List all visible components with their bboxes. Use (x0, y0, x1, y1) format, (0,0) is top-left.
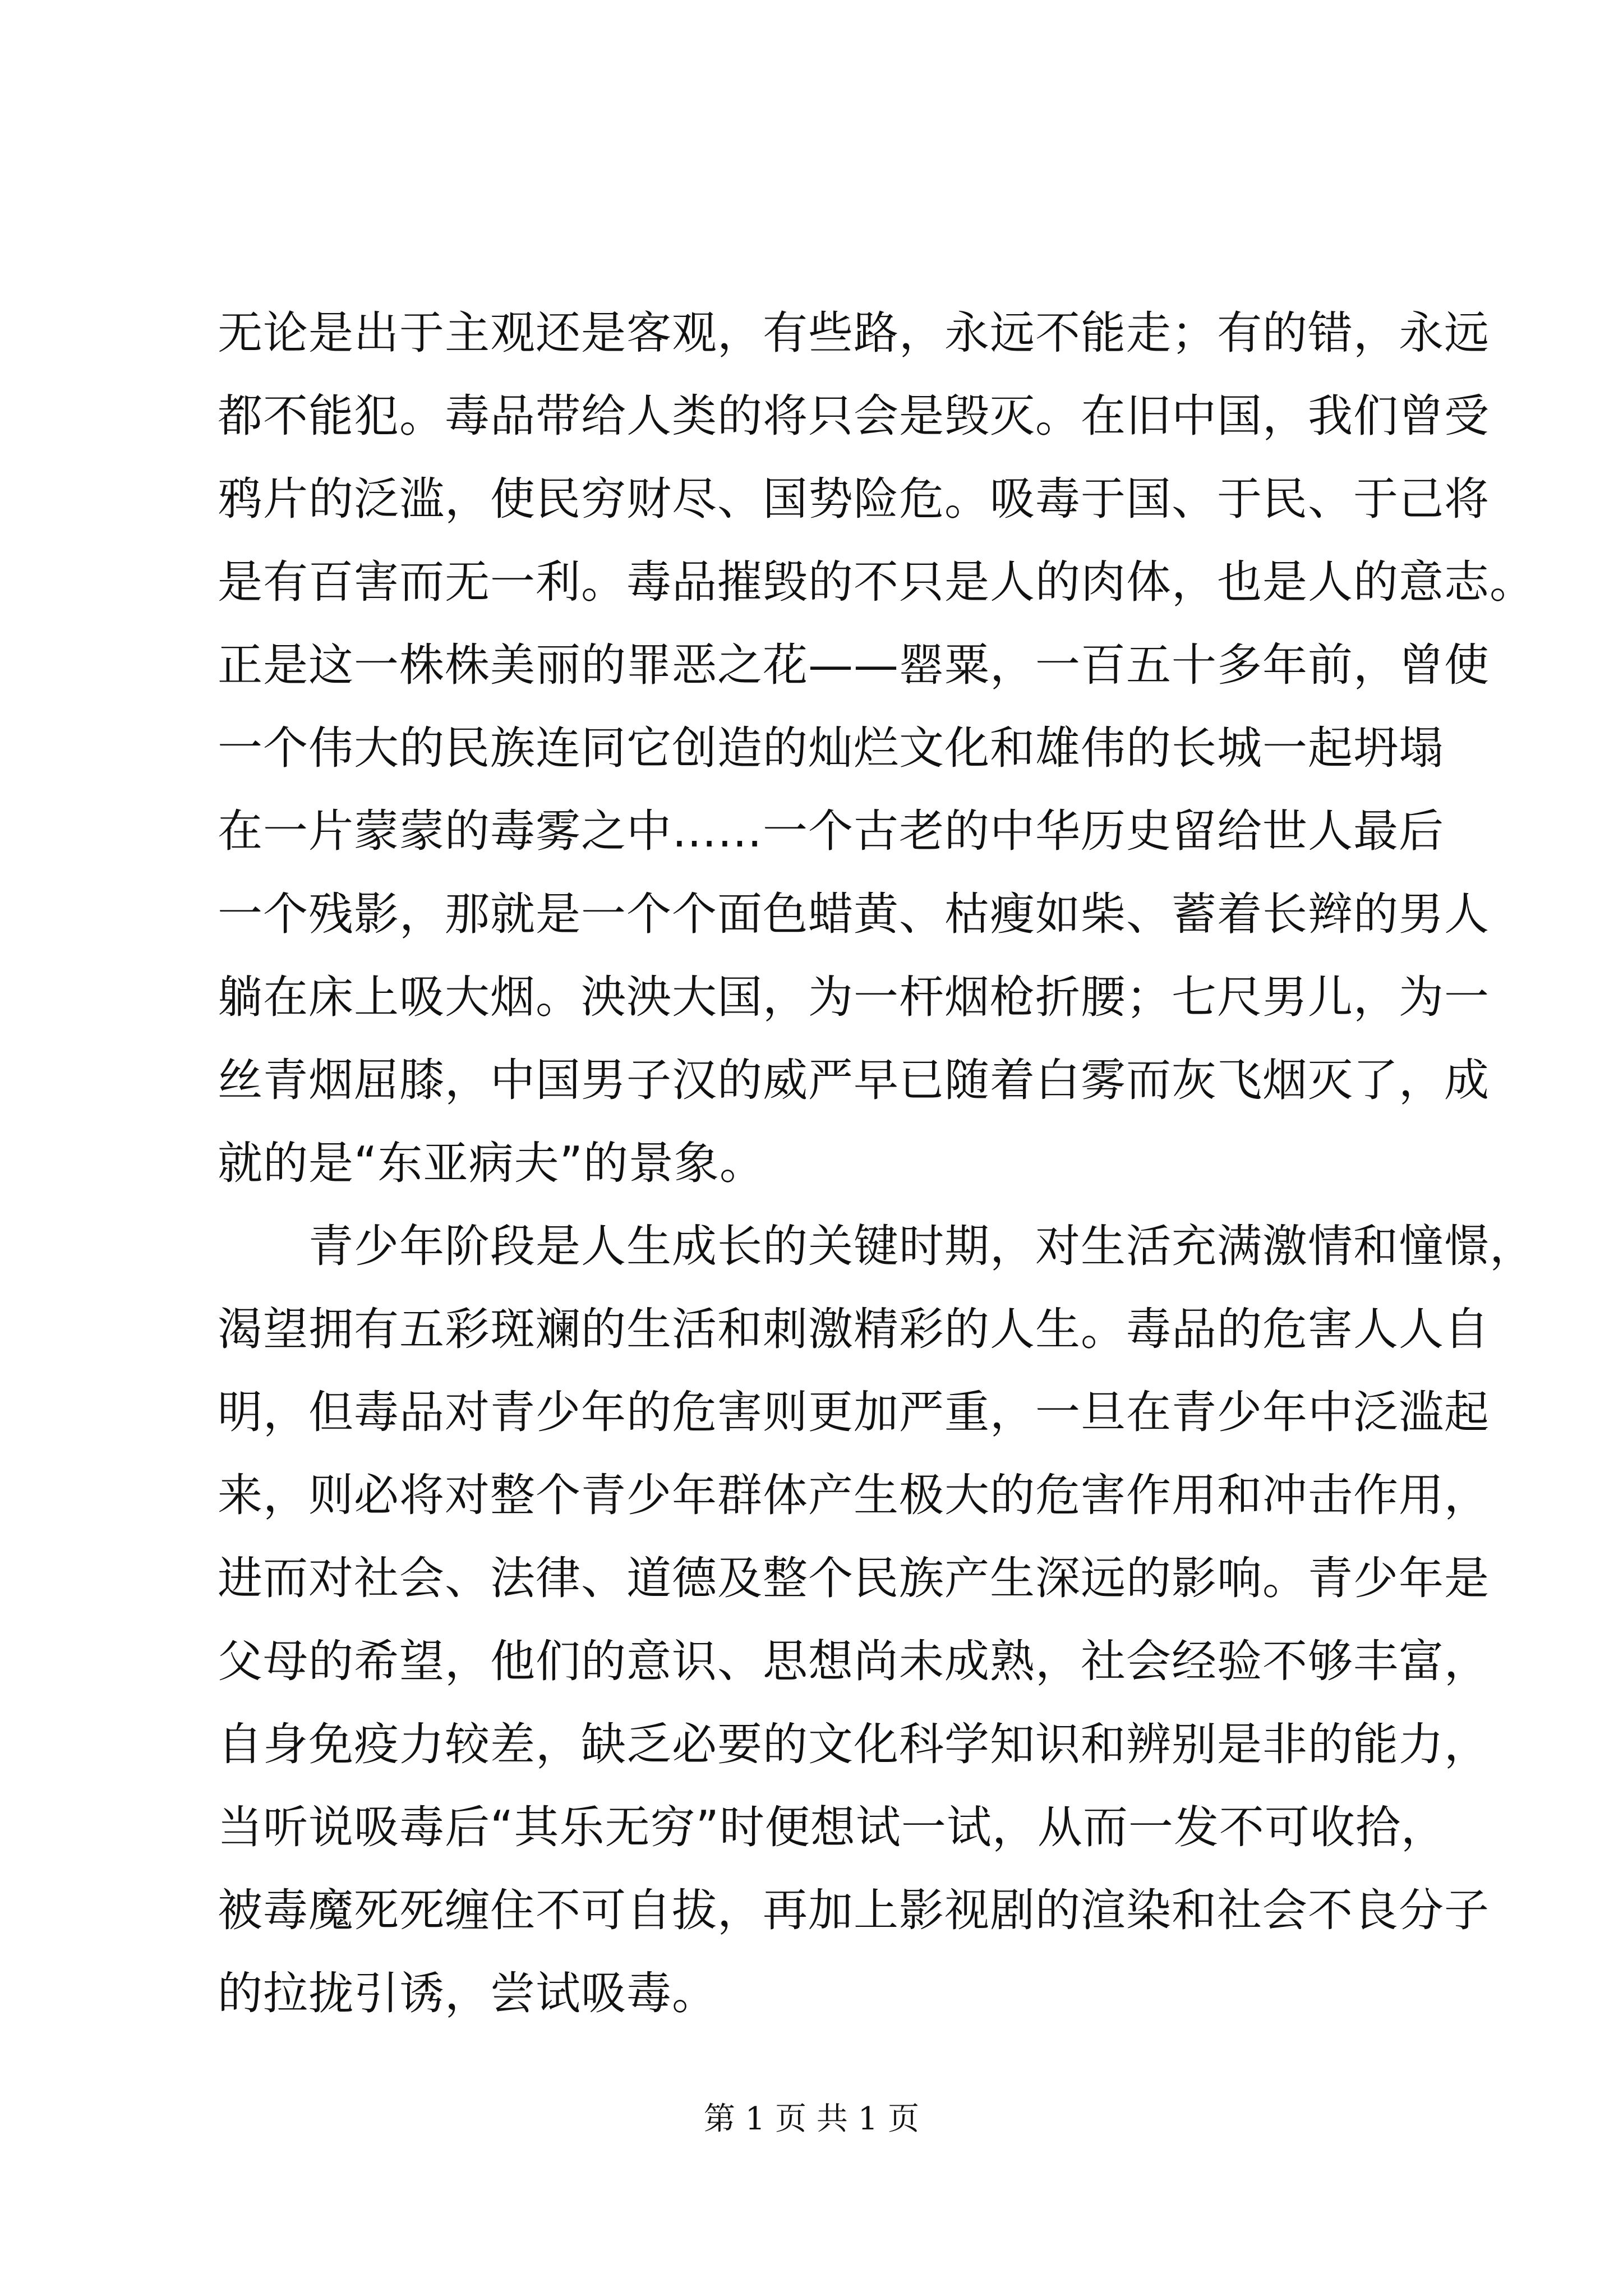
text-line: 在一片蒙蒙的毒雾之中……一个古老的中华历史留给世人最后 (218, 805, 1444, 857)
text-line: 正是这一株株美丽的罪恶之花——罂粟，一百五十多年前，曾使 (218, 639, 1490, 691)
text-line: 无论是出于主观还是客观，有些路，永远不能走；有的错，永远 (218, 307, 1490, 359)
text-line: 被毒魔死死缠住不可自拔，再加上影视剧的渲染和社会不良分子 (218, 1884, 1490, 1936)
body-text (218, 292, 1535, 2035)
text-line: 鸦片的泛滥，使民穷财尽、国势险危。吸毒于国、于民、于己将 (218, 473, 1490, 525)
text-line: 自身免疫力较差，缺乏必要的文化科学知识和辨别是非的能力， (218, 1718, 1490, 1770)
text-line: 躺在床上吸大烟。泱泱大国，为一杆烟枪折腰；七尺男儿，为一 (218, 971, 1490, 1023)
page-number-footer: 第 1 页 共 1 页 (703, 2101, 920, 2137)
text-line: 都不能犯。毒品带给人类的将只会是毁灭。在旧中国，我们曾受 (218, 390, 1490, 442)
text-line: 渴望拥有五彩斑斓的生活和刺激精彩的人生。毒品的危害人人自 (218, 1303, 1490, 1355)
text-line: 父母的希望，他们的意识、思想尚未成熟，社会经验不够丰富， (218, 1635, 1490, 1687)
text-line: 青少年阶段是人生成长的关键时期，对生活充满激情和憧憬， (218, 1220, 1535, 1272)
text-line: 一个伟大的民族连同它创造的灿烂文化和雄伟的长城一起坍塌 (218, 722, 1444, 774)
text-line: 丝青烟屈膝，中国男子汉的威严早已随着白雾而灰飞烟灭了，成 (218, 1054, 1490, 1106)
text-line: 就的是“东亚病夫”的景象。 (218, 1137, 765, 1189)
text-line: 来，则必将对整个青少年群体产生极大的危害作用和冲击作用， (218, 1469, 1490, 1521)
text-line: 是有百害而无一利。毒品摧毁的不只是人的肉体，也是人的意志。 (218, 556, 1535, 608)
text-line: 明，但毒品对青少年的危害则更加严重，一旦在青少年中泛滥起 (218, 1386, 1490, 1438)
text-line: 的拉拢引诱，尝试吸毒。 (218, 1967, 717, 2019)
text-line: 一个残影，那就是一个个面色蜡黄、枯瘦如柴、蓄着长辫的男人 (218, 888, 1490, 940)
text-line: 进而对社会、法律、道德及整个民族产生深远的影响。青少年是 (218, 1552, 1490, 1604)
text-line: 当听说吸毒后“其乐无穷”时便想试一试，从而一发不可收拾， (218, 1801, 1446, 1853)
